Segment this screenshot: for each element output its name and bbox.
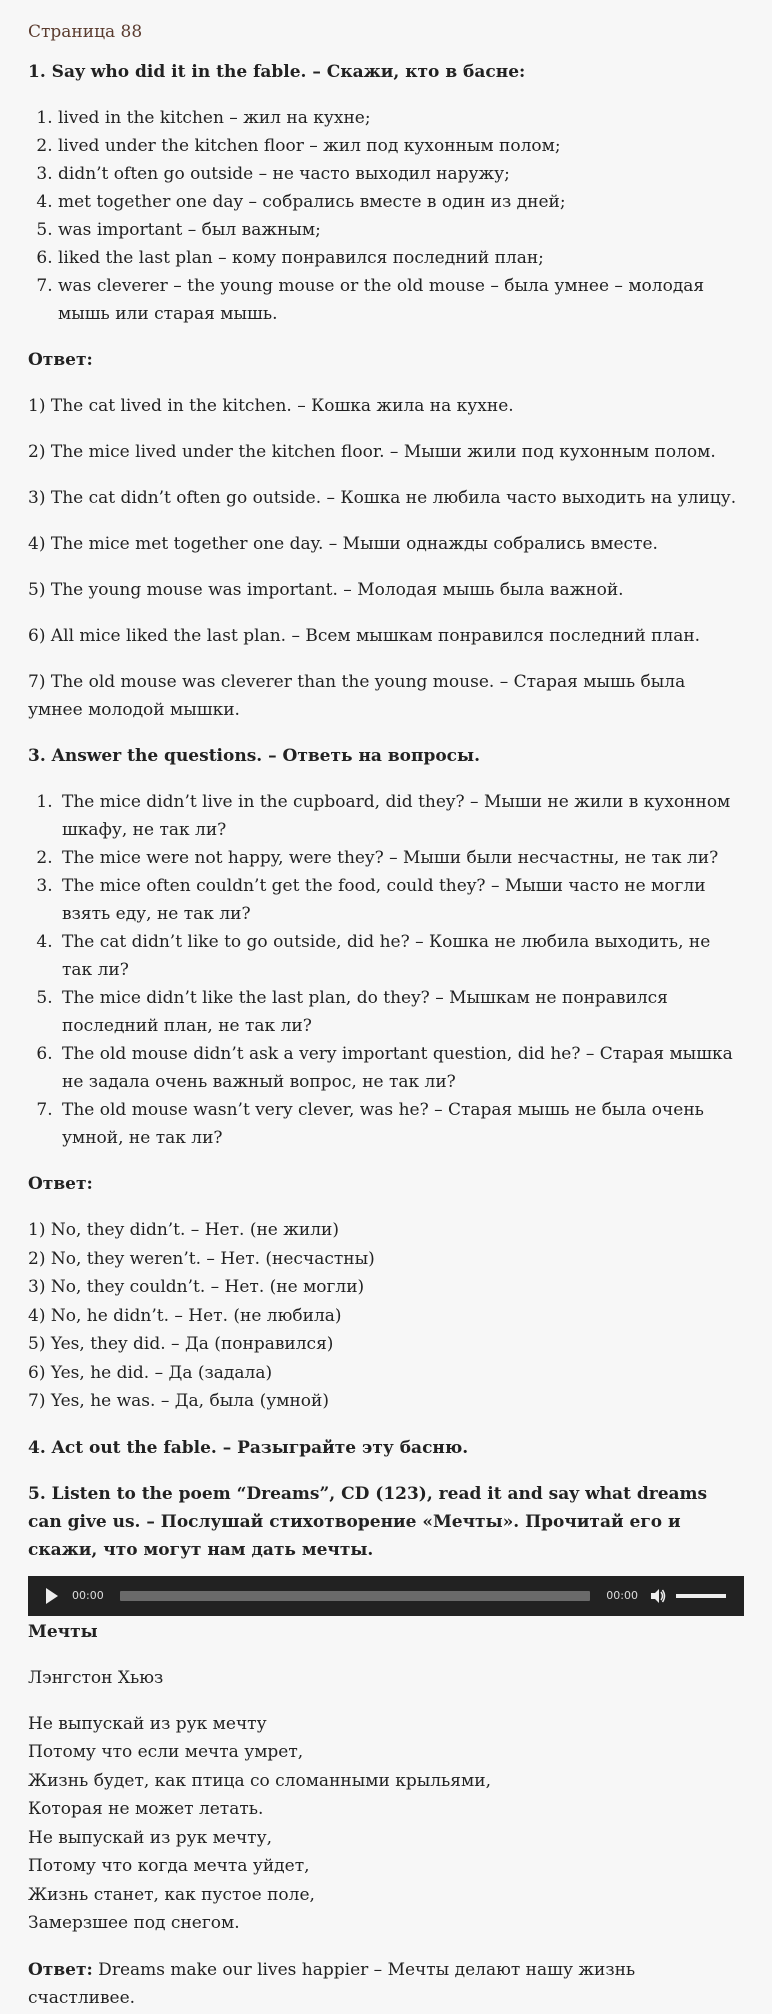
poem bbox=[28, 1710, 744, 1938]
play-icon[interactable] bbox=[46, 1588, 58, 1604]
list-item: 6. The old mouse didn’t ask a very important question, did he? – Старая мышка не задала очень важный вопрос, не так ли? bbox=[58, 1040, 744, 1096]
list-item: 3. The mice often couldn’t get the food, could they? – Мыши часто не могли взять еду, не так ли? bbox=[58, 872, 744, 928]
task5-answer-text: Dreams make our lives happier – Мечты делают нашу жизнь счастливее. bbox=[28, 1959, 636, 2008]
task3-heading: 3. Answer the questions. – Ответь на вопросы. bbox=[28, 746, 480, 766]
current-time: 00:00 bbox=[72, 1589, 104, 1602]
list-item: 7. was cleverer – the young mouse or the old mouse – была умнее – молодая мышь или старая мышь. bbox=[58, 272, 744, 328]
list-item: 1. The mice didn’t live in the cupboard, did they? – Мыши не жили в кухонном шкафу, не так ли? bbox=[58, 788, 744, 844]
poem-title: Мечты bbox=[28, 1621, 98, 1642]
answer-paragraph: 1) The cat lived in the kitchen. – Кошка жила на кухне. bbox=[28, 396, 514, 416]
poem-line: Потому что когда мечта уйдет, bbox=[28, 1856, 310, 1876]
answer-paragraph: 5) The young mouse was important. – Молодая мышь была важной. bbox=[28, 580, 624, 600]
task3-list bbox=[28, 788, 744, 1152]
answer-line: 2) No, they weren’t. – Нет. (несчастны) bbox=[28, 1248, 375, 1269]
answer-line: 4) No, he didn’t. – Нет. (не любила) bbox=[28, 1305, 342, 1326]
poem-line: Не выпускай из рук мечту bbox=[28, 1713, 267, 1734]
task3-answer-label: Ответ: bbox=[28, 1174, 93, 1194]
list-item: 4. met together one day – собрались вместе в один из дней; bbox=[58, 188, 744, 216]
task4-heading: 4. Act out the fable. – Разыграйте эту басню. bbox=[28, 1437, 469, 1458]
volume-icon[interactable] bbox=[650, 1588, 666, 1604]
answer-line: 1) No, they didn’t. – Нет. (не жили) bbox=[28, 1220, 339, 1240]
poem-line: Жизнь станет, как пустое поле, bbox=[28, 1884, 315, 1905]
answer-line: 5) Yes, they did. – Да (понравился) bbox=[28, 1334, 334, 1354]
poem-line: Замерзшее под снегом. bbox=[28, 1913, 240, 1933]
answer-paragraph: 4) The mice met together one day. – Мыши однажды собрались вместе. bbox=[28, 534, 658, 554]
task1-heading: 1. Say who did it in the fable. – Скажи, кто в басне: bbox=[28, 62, 526, 82]
answer-paragraph: 2) The mice lived under the kitchen floor. – Мыши жили под кухонным полом. bbox=[28, 442, 716, 462]
answer-paragraph: 7) The old mouse was cleverer than the young mouse. – Старая мышь была умнее молодой мышки. bbox=[28, 672, 686, 720]
list-item: 2. The mice were not happy, were they? – Мыши были несчастны, не так ли? bbox=[58, 844, 744, 872]
duration: 00:00 bbox=[606, 1589, 638, 1602]
list-item: 6. liked the last plan – кому понравился последний план; bbox=[58, 244, 744, 272]
poem-line: Жизнь будет, как птица со сломанными крыльями, bbox=[28, 1770, 491, 1791]
list-item: 2. lived under the kitchen floor – жил под кухонным полом; bbox=[58, 132, 744, 160]
answer-paragraph: 6) All mice liked the last plan. – Всем мышкам понравился последний план. bbox=[28, 626, 701, 646]
answer-line: 7) Yes, he was. – Да, была (умной) bbox=[28, 1391, 329, 1411]
volume-slider[interactable] bbox=[676, 1594, 726, 1598]
answer-line: 6) Yes, he did. – Да (задала) bbox=[28, 1362, 273, 1383]
task1-list bbox=[28, 104, 744, 328]
audio-player bbox=[28, 1576, 744, 1616]
answer-line: 3) No, they couldn’t. – Нет. (не могли) bbox=[28, 1277, 365, 1297]
list-item: 5. was important – был важным; bbox=[58, 216, 744, 244]
answer-paragraph: 3) The cat didn’t often go outside. – Кошка не любила часто выходить на улицу. bbox=[28, 488, 737, 508]
task3-answers bbox=[28, 1216, 744, 1416]
task5-answer-label: Ответ: bbox=[28, 1959, 93, 1980]
list-item: 1. lived in the kitchen – жил на кухне; bbox=[58, 104, 744, 132]
poem-author: Лэнгстон Хьюз bbox=[28, 1667, 164, 1688]
list-item: 7. The old mouse wasn’t very clever, was he? – Старая мышь не была очень умной, не так ли? bbox=[58, 1096, 744, 1152]
list-item: 3. didn’t often go outside – не часто выходил наружу; bbox=[58, 160, 744, 188]
poem-line: Которая не может летать. bbox=[28, 1799, 264, 1819]
list-item: 5. The mice didn’t like the last plan, do they? – Мышкам не понравился последний план, не так ли? bbox=[58, 984, 744, 1040]
poem-line: Потому что если мечта умрет, bbox=[28, 1742, 304, 1762]
page-label: Страница 88 bbox=[28, 22, 143, 42]
list-item: 4. The cat didn’t like to go outside, did he? – Кошка не любила выходить, не так ли? bbox=[58, 928, 744, 984]
task5-heading: 5. Listen to the poem “Dreams”, CD (123), read it and say what dreams can give us. – Послушай стихотворение «Мечты». Прочитай его и скажи, что могут нам дать мечты. bbox=[28, 1483, 708, 1560]
task5-answer bbox=[28, 1956, 744, 2012]
task1-answer-label: Ответ: bbox=[28, 350, 93, 370]
poem-line: Не выпускай из рук мечту, bbox=[28, 1827, 272, 1848]
progress-track[interactable] bbox=[120, 1591, 591, 1601]
